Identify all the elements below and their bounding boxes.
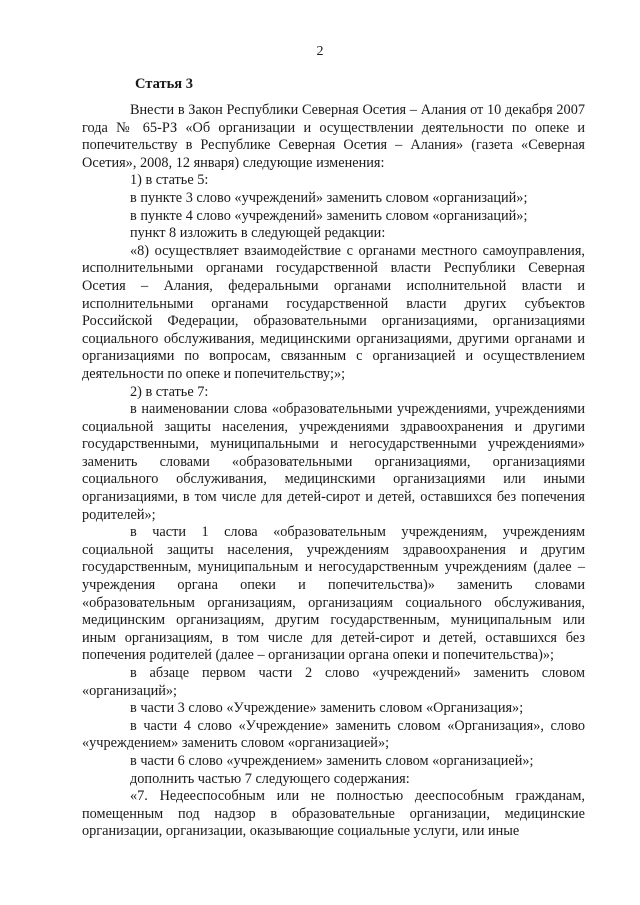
paragraph: в части 4 слово «Учреждение» заменить словом «Организация», слово «учреждением» заменить словом «организацией»; [82, 717, 585, 752]
paragraph: «8) осуществляет взаимодействие с органами местного самоуправления, исполнительными органами государственной власти Республики Северная Осетия – Алания, федеральными органами исполнительной власти и исполнительными органами государственной власти других субъектов Российской Федерации, образовательными организациями, организациями социального обслуживания, медицинскими организациями, другими органами и организациями по вопросам, связанным с организацией и осуществлением деятельности по опеке и попечительству;»; [82, 242, 585, 382]
paragraph: 2) в статье 7: [130, 383, 209, 400]
paragraph: в части 6 слово «учреждением» заменить словом «организацией»; [130, 752, 534, 769]
paragraph: в пункте 4 слово «учреждений» заменить словом «организаций»; [130, 207, 528, 224]
paragraph: в части 1 слова «образовательным учреждениям, учреждениям социальной защиты населения, учреждениям здравоохранения и другим государственным, муниципальным и негосударственным учреждениям (далее – учреждения органа опеки и попечительства)» заменить словами «образовательным организациям, организациям социального обслуживания, медицинским организациям, другим государственным, муниципальным или иным организациям, в том числе для детей-сирот и детей, оставшихся без попечения родителей (далее – организации органа опеки и попечительства)»; [82, 524, 585, 664]
paragraph: в пункте 3 слово «учреждений» заменить словом «организаций»; [130, 189, 528, 206]
article-heading: Статья 3 [135, 76, 193, 92]
paragraph: дополнить частью 7 следующего содержания: [130, 770, 410, 787]
paragraph: в наименовании слова «образовательными учреждениями, учреждениями социальной защиты населения, учреждениями здравоохранения и другими государственными, муниципальными и негосударственными учреждениями» заменить словами «образовательными организациями, организациями социального обслуживания, медицинскими организациями или иными организациями, в том числе для детей-сирот и детей, оставшихся без попечения родителей»; [82, 401, 585, 523]
paragraph: «7. Недееспособным или не полностью дееспособным гражданам, помещенным под надзор в образовательные организации, медицинские организации, организации, оказывающие социальные услуги, или иные [82, 788, 585, 840]
article-body [82, 102, 585, 841]
paragraph: пункт 8 изложить в следующей редакции: [130, 225, 386, 242]
paragraph: в абзаце первом части 2 слово «учреждений» заменить словом «организаций»; [82, 665, 585, 699]
paragraph: в части 3 слово «Учреждение» заменить словом «Организация»; [130, 700, 524, 717]
page-number: 2 [316, 44, 324, 59]
paragraph: 1) в статье 5: [130, 172, 209, 189]
paragraph: Внести в Закон Республики Северная Осетия – Алания от 10 декабря 2007 года № 65-РЗ «Об организации и осуществлении деятельности по опеке и попечительству в Республике Северная Осетия – Алания» (газета «Северная Осетия», 2008, 12 января) следующие изменения: [82, 102, 585, 171]
